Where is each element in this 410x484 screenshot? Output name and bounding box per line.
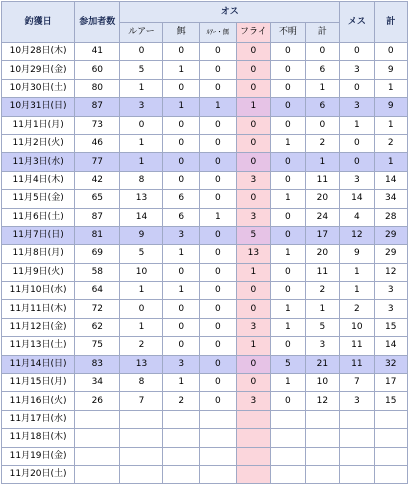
lure-cell: 1 <box>120 134 163 152</box>
male-total-cell: 11 <box>305 171 340 189</box>
female-cell: 3 <box>340 61 374 79</box>
date-cell: 11月16日(火) <box>2 392 75 410</box>
female-cell: 0 <box>340 134 374 152</box>
female-cell: 3 <box>340 98 374 116</box>
participants-cell <box>75 429 120 447</box>
date-cell: 11月2日(火) <box>2 134 75 152</box>
fly-cell: 13 <box>236 245 270 263</box>
unknown-cell: 1 <box>271 374 305 392</box>
table-row <box>2 98 408 116</box>
unknown-cell: 0 <box>271 171 305 189</box>
total-cell <box>374 465 407 483</box>
bait-cell <box>163 447 200 465</box>
table-row <box>2 337 408 355</box>
participants-cell: 58 <box>75 263 120 281</box>
lure-cell: 8 <box>120 171 163 189</box>
female-cell <box>340 410 374 428</box>
bait-cell: 2 <box>163 392 200 410</box>
bait-cell: 1 <box>163 61 200 79</box>
date-cell: 11月15日(月) <box>2 374 75 392</box>
total-cell: 12 <box>374 263 407 281</box>
date-cell: 10月30日(土) <box>2 79 75 97</box>
table-row <box>2 447 408 465</box>
unknown-cell: 1 <box>271 190 305 208</box>
date-cell: 11月6日(土) <box>2 208 75 226</box>
participants-cell: 87 <box>75 98 120 116</box>
male-total-cell: 2 <box>305 282 340 300</box>
unknown-cell: 0 <box>271 61 305 79</box>
lure-cell: 2 <box>120 337 163 355</box>
lure-bait-cell: 0 <box>200 392 237 410</box>
participants-cell <box>75 465 120 483</box>
catch-record-body <box>2 43 408 484</box>
lure-bait-cell: 0 <box>200 116 237 134</box>
lure-cell: 13 <box>120 190 163 208</box>
total-cell: 3 <box>374 300 407 318</box>
unknown-cell <box>271 465 305 483</box>
bait-cell: 0 <box>163 263 200 281</box>
fly-cell: 3 <box>236 171 270 189</box>
lure-cell: 5 <box>120 245 163 263</box>
lure-cell: 1 <box>120 153 163 171</box>
female-cell: 3 <box>340 392 374 410</box>
header-participants: 参加者数 <box>75 2 120 43</box>
lure-bait-cell: 0 <box>200 318 237 336</box>
female-cell: 0 <box>340 43 374 61</box>
fly-cell: 0 <box>236 134 270 152</box>
female-cell: 11 <box>340 355 374 373</box>
participants-cell <box>75 410 120 428</box>
participants-cell: 73 <box>75 116 120 134</box>
female-cell: 1 <box>340 282 374 300</box>
table-row <box>2 318 408 336</box>
table-row <box>2 79 408 97</box>
participants-cell: 83 <box>75 355 120 373</box>
female-cell: 7 <box>340 374 374 392</box>
header-lure-bait: ﾙｱｰ・餌 <box>200 23 237 43</box>
fly-cell: 1 <box>236 98 270 116</box>
bait-cell: 0 <box>163 300 200 318</box>
participants-cell: 69 <box>75 245 120 263</box>
male-total-cell <box>305 465 340 483</box>
lure-bait-cell: 0 <box>200 226 237 244</box>
lure-cell: 10 <box>120 263 163 281</box>
female-cell <box>340 447 374 465</box>
fly-cell: 0 <box>236 282 270 300</box>
total-cell: 2 <box>374 134 407 152</box>
lure-bait-cell: 0 <box>200 171 237 189</box>
female-cell <box>340 465 374 483</box>
female-cell: 0 <box>340 79 374 97</box>
fly-cell <box>236 465 270 483</box>
male-total-cell: 1 <box>305 79 340 97</box>
unknown-cell: 0 <box>271 226 305 244</box>
male-total-cell: 20 <box>305 190 340 208</box>
participants-cell: 60 <box>75 61 120 79</box>
unknown-cell: 0 <box>271 337 305 355</box>
fly-cell <box>236 410 270 428</box>
total-cell: 15 <box>374 392 407 410</box>
date-cell: 11月4日(木) <box>2 171 75 189</box>
date-cell: 11月14日(日) <box>2 355 75 373</box>
header-row-top <box>2 2 408 23</box>
header-male-total: 計 <box>305 23 340 43</box>
unknown-cell: 0 <box>271 153 305 171</box>
participants-cell: 87 <box>75 208 120 226</box>
bait-cell: 1 <box>163 98 200 116</box>
male-total-cell: 24 <box>305 208 340 226</box>
lure-cell: 1 <box>120 282 163 300</box>
lure-bait-cell: 0 <box>200 153 237 171</box>
total-cell: 1 <box>374 153 407 171</box>
bait-cell <box>163 465 200 483</box>
bait-cell: 0 <box>163 153 200 171</box>
female-cell: 0 <box>340 153 374 171</box>
unknown-cell: 1 <box>271 245 305 263</box>
lure-bait-cell: 0 <box>200 300 237 318</box>
lure-cell: 7 <box>120 392 163 410</box>
male-total-cell: 6 <box>305 61 340 79</box>
male-total-cell: 20 <box>305 245 340 263</box>
total-cell <box>374 447 407 465</box>
lure-cell: 0 <box>120 116 163 134</box>
table-row <box>2 392 408 410</box>
fly-cell: 1 <box>236 263 270 281</box>
date-cell: 11月8日(月) <box>2 245 75 263</box>
lure-cell <box>120 465 163 483</box>
unknown-cell: 0 <box>271 98 305 116</box>
table-row <box>2 465 408 483</box>
male-total-cell <box>305 447 340 465</box>
fly-cell <box>236 429 270 447</box>
bait-cell: 0 <box>163 337 200 355</box>
male-total-cell: 5 <box>305 318 340 336</box>
total-cell: 17 <box>374 374 407 392</box>
lure-cell: 3 <box>120 98 163 116</box>
date-cell: 11月1日(月) <box>2 116 75 134</box>
lure-bait-cell <box>200 447 237 465</box>
fly-cell: 5 <box>236 226 270 244</box>
date-cell: 10月31日(日) <box>2 98 75 116</box>
fly-cell: 1 <box>236 337 270 355</box>
bait-cell: 6 <box>163 208 200 226</box>
date-cell: 11月5日(金) <box>2 190 75 208</box>
male-total-cell: 2 <box>305 134 340 152</box>
date-cell: 11月12日(金) <box>2 318 75 336</box>
bait-cell: 0 <box>163 79 200 97</box>
header-fly: フライ <box>236 23 270 43</box>
lure-bait-cell: 0 <box>200 245 237 263</box>
fly-cell <box>236 447 270 465</box>
lure-cell <box>120 410 163 428</box>
date-cell: 11月13日(土) <box>2 337 75 355</box>
date-cell: 11月3日(水) <box>2 153 75 171</box>
female-cell: 14 <box>340 190 374 208</box>
bait-cell <box>163 429 200 447</box>
lure-cell: 1 <box>120 79 163 97</box>
bait-cell: 1 <box>163 245 200 263</box>
female-cell: 12 <box>340 226 374 244</box>
unknown-cell <box>271 410 305 428</box>
lure-bait-cell: 0 <box>200 355 237 373</box>
unknown-cell <box>271 429 305 447</box>
male-total-cell: 17 <box>305 226 340 244</box>
total-cell: 9 <box>374 98 407 116</box>
date-cell: 10月28日(木) <box>2 43 75 61</box>
participants-cell: 41 <box>75 43 120 61</box>
participants-cell: 77 <box>75 153 120 171</box>
unknown-cell: 0 <box>271 79 305 97</box>
table-row <box>2 300 408 318</box>
male-total-cell: 1 <box>305 300 340 318</box>
lure-bait-cell: 0 <box>200 374 237 392</box>
fly-cell: 0 <box>236 61 270 79</box>
fly-cell: 3 <box>236 392 270 410</box>
lure-bait-cell: 1 <box>200 98 237 116</box>
lure-cell: 9 <box>120 226 163 244</box>
lure-bait-cell: 0 <box>200 282 237 300</box>
lure-bait-cell: 0 <box>200 190 237 208</box>
bait-cell: 3 <box>163 355 200 373</box>
lure-bait-cell: 0 <box>200 134 237 152</box>
date-cell: 11月19日(金) <box>2 447 75 465</box>
header-date: 釣獲日 <box>2 2 75 43</box>
unknown-cell: 1 <box>271 318 305 336</box>
lure-bait-cell: 0 <box>200 61 237 79</box>
female-cell: 1 <box>340 263 374 281</box>
male-total-cell: 0 <box>305 116 340 134</box>
participants-cell: 75 <box>75 337 120 355</box>
bait-cell: 3 <box>163 226 200 244</box>
lure-cell: 5 <box>120 61 163 79</box>
fly-cell: 0 <box>236 355 270 373</box>
bait-cell: 1 <box>163 374 200 392</box>
header-female: メス <box>340 2 374 43</box>
total-cell: 3 <box>374 282 407 300</box>
total-cell: 34 <box>374 190 407 208</box>
unknown-cell: 0 <box>271 208 305 226</box>
bait-cell: 6 <box>163 190 200 208</box>
unknown-cell: 0 <box>271 282 305 300</box>
total-cell: 15 <box>374 318 407 336</box>
table-row <box>2 374 408 392</box>
unknown-cell: 5 <box>271 355 305 373</box>
participants-cell: 34 <box>75 374 120 392</box>
bait-cell: 0 <box>163 116 200 134</box>
table-row <box>2 245 408 263</box>
fly-cell: 0 <box>236 43 270 61</box>
header-male-group: オス <box>120 2 340 23</box>
female-cell <box>340 429 374 447</box>
total-cell <box>374 429 407 447</box>
male-total-cell: 6 <box>305 98 340 116</box>
lure-bait-cell: 0 <box>200 337 237 355</box>
lure-cell: 13 <box>120 355 163 373</box>
participants-cell: 65 <box>75 190 120 208</box>
fly-cell: 0 <box>236 300 270 318</box>
header-bait: 餌 <box>163 23 200 43</box>
unknown-cell: 0 <box>271 392 305 410</box>
total-cell <box>374 410 407 428</box>
participants-cell: 62 <box>75 318 120 336</box>
header-lure: ルアー <box>120 23 163 43</box>
total-cell: 9 <box>374 61 407 79</box>
table-row <box>2 282 408 300</box>
lure-cell: 1 <box>120 318 163 336</box>
date-cell: 11月18日(木) <box>2 429 75 447</box>
fly-cell: 0 <box>236 374 270 392</box>
lure-cell: 8 <box>120 374 163 392</box>
fly-cell: 0 <box>236 153 270 171</box>
total-cell: 32 <box>374 355 407 373</box>
bait-cell: 0 <box>163 43 200 61</box>
table-row <box>2 190 408 208</box>
unknown-cell: 1 <box>271 134 305 152</box>
date-cell: 11月11日(木) <box>2 300 75 318</box>
female-cell: 2 <box>340 300 374 318</box>
fly-cell: 0 <box>236 79 270 97</box>
unknown-cell: 0 <box>271 43 305 61</box>
date-cell: 11月9日(火) <box>2 263 75 281</box>
date-cell: 11月10日(水) <box>2 282 75 300</box>
table-row <box>2 43 408 61</box>
male-total-cell: 10 <box>305 374 340 392</box>
table-row <box>2 61 408 79</box>
participants-cell: 72 <box>75 300 120 318</box>
bait-cell: 0 <box>163 134 200 152</box>
total-cell: 29 <box>374 226 407 244</box>
table-row <box>2 355 408 373</box>
unknown-cell: 0 <box>271 116 305 134</box>
table-row <box>2 429 408 447</box>
lure-bait-cell: 0 <box>200 263 237 281</box>
participants-cell: 81 <box>75 226 120 244</box>
total-cell: 14 <box>374 337 407 355</box>
male-total-cell: 11 <box>305 263 340 281</box>
header-unknown: 不明 <box>271 23 305 43</box>
lure-cell: 0 <box>120 43 163 61</box>
female-cell: 3 <box>340 171 374 189</box>
table-row <box>2 153 408 171</box>
total-cell: 14 <box>374 171 407 189</box>
male-total-cell: 0 <box>305 43 340 61</box>
lure-cell <box>120 429 163 447</box>
unknown-cell: 1 <box>271 300 305 318</box>
participants-cell: 42 <box>75 171 120 189</box>
female-cell: 4 <box>340 208 374 226</box>
female-cell: 9 <box>340 245 374 263</box>
table-row <box>2 171 408 189</box>
table-row <box>2 263 408 281</box>
fly-cell: 3 <box>236 318 270 336</box>
fly-cell: 0 <box>236 116 270 134</box>
date-cell: 11月17日(水) <box>2 410 75 428</box>
participants-cell: 64 <box>75 282 120 300</box>
lure-bait-cell <box>200 429 237 447</box>
female-cell: 10 <box>340 318 374 336</box>
total-cell: 1 <box>374 79 407 97</box>
total-cell: 28 <box>374 208 407 226</box>
participants-cell: 26 <box>75 392 120 410</box>
participants-cell: 46 <box>75 134 120 152</box>
lure-bait-cell: 0 <box>200 79 237 97</box>
fly-cell: 3 <box>236 208 270 226</box>
bait-cell: 0 <box>163 318 200 336</box>
participants-cell <box>75 447 120 465</box>
female-cell: 11 <box>340 337 374 355</box>
total-cell: 0 <box>374 43 407 61</box>
lure-bait-cell: 1 <box>200 208 237 226</box>
unknown-cell: 0 <box>271 263 305 281</box>
date-cell: 11月7日(日) <box>2 226 75 244</box>
male-total-cell: 3 <box>305 337 340 355</box>
lure-cell: 0 <box>120 300 163 318</box>
participants-cell: 80 <box>75 79 120 97</box>
table-row <box>2 410 408 428</box>
table-row <box>2 226 408 244</box>
header-total: 計 <box>374 2 407 43</box>
male-total-cell: 21 <box>305 355 340 373</box>
unknown-cell <box>271 447 305 465</box>
lure-bait-cell: 0 <box>200 43 237 61</box>
table-row <box>2 116 408 134</box>
bait-cell: 0 <box>163 171 200 189</box>
male-total-cell: 12 <box>305 392 340 410</box>
total-cell: 1 <box>374 116 407 134</box>
total-cell: 29 <box>374 245 407 263</box>
fly-cell: 0 <box>236 190 270 208</box>
male-total-cell <box>305 410 340 428</box>
female-cell: 1 <box>340 116 374 134</box>
catch-record-table <box>1 1 408 484</box>
lure-bait-cell <box>200 410 237 428</box>
bait-cell <box>163 410 200 428</box>
male-total-cell: 1 <box>305 153 340 171</box>
lure-bait-cell <box>200 465 237 483</box>
lure-cell: 14 <box>120 208 163 226</box>
date-cell: 11月20日(土) <box>2 465 75 483</box>
table-row <box>2 208 408 226</box>
date-cell: 10月29日(金) <box>2 61 75 79</box>
male-total-cell <box>305 429 340 447</box>
bait-cell: 1 <box>163 282 200 300</box>
lure-cell <box>120 447 163 465</box>
table-row <box>2 134 408 152</box>
